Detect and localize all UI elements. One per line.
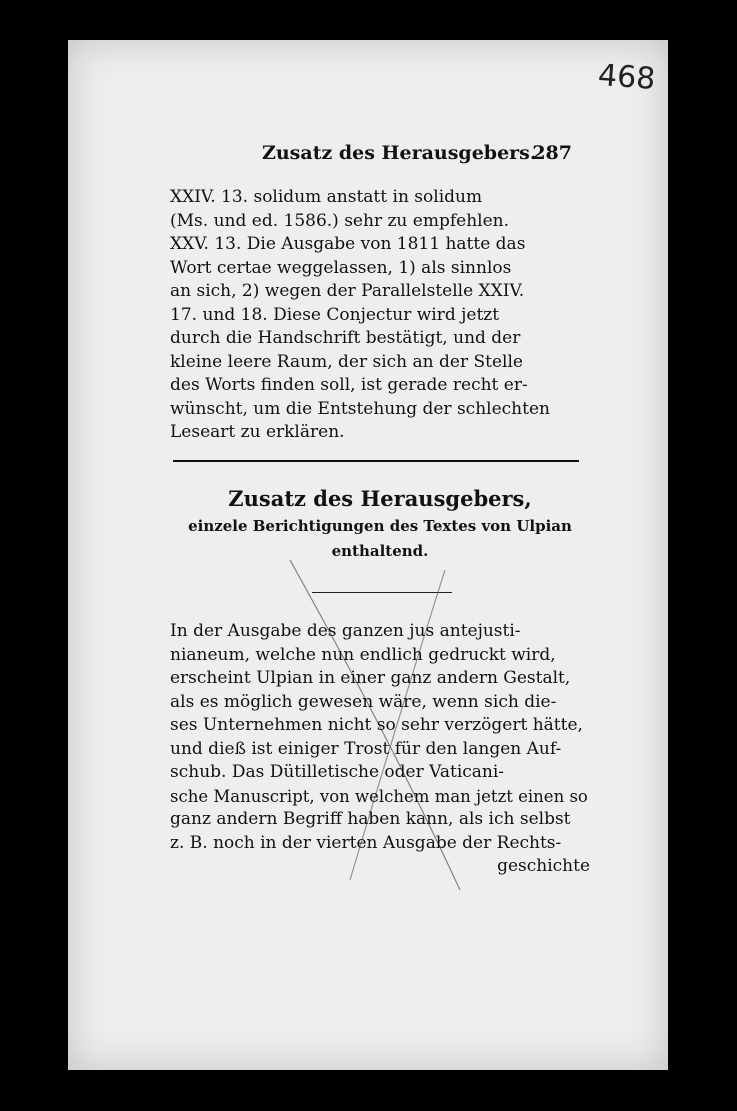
text-line: Wort certae weggelassen, 1) als sinnlos [170, 257, 512, 278]
text-line: erscheint Ulpian in einer ganz andern Gestalt, [170, 668, 571, 688]
running-header [262, 142, 572, 164]
catchword: geschichte [497, 856, 590, 876]
upper-text-block [170, 186, 590, 445]
text-line: nianeum, welche nun endlich gedruckt wird, [170, 644, 556, 665]
text-line: ses Unternehmen nicht so sehr verzögert hätte, [170, 715, 583, 735]
text-line: kleine leere Raum, der sich an der Stelle [170, 351, 523, 372]
text-line: an sich, 2) wegen der Parallelstelle XXIV. [170, 281, 525, 301]
section-heading [170, 484, 590, 564]
handwritten-folio-number: 468 [596, 58, 657, 97]
text-line: XXV. 13. Die Ausgabe von 1811 hatte das [170, 234, 526, 254]
text-line: 17. und 18. Diese Conjectur wird jetzt [170, 304, 500, 325]
text-line: z. B. noch in der vierten Ausgabe der Rechts- [170, 832, 562, 853]
text-line: In der Ausgabe des ganzen jus antejusti- [170, 621, 521, 641]
text-line: des Worts finden soll, ist gerade recht er- [170, 375, 528, 395]
text-line: durch die Handschrift bestätigt, und der [170, 328, 521, 348]
text-line: wünscht, um die Entstehung der schlechten [170, 398, 550, 419]
text-line: XXIV. 13. solidum anstatt in solidum [170, 187, 483, 207]
page-number: 287 [532, 142, 572, 164]
lower-text-block [170, 620, 590, 879]
running-title: Zusatz des Herausgebers. [262, 142, 537, 164]
section-divider [173, 460, 579, 462]
text-line: Leseart zu erklären. [170, 422, 345, 442]
text-line: und dieß ist einiger Trost für den langen Auf- [170, 738, 562, 759]
section-subtitle-line-2: enthaltend. [331, 542, 429, 560]
text-line: schub. Das Dütilletische oder Vaticani- [170, 762, 505, 782]
section-title: Zusatz des Herausgebers, [228, 486, 532, 511]
text-line: sche Manuscript, von welchem man jetzt einen so [170, 786, 588, 806]
text-line: (Ms. und ed. 1586.) sehr zu empfehlen. [170, 210, 509, 231]
section-subtitle-line-1: einzele Berichtigungen des Textes von Ulpian [188, 517, 572, 535]
text-line: ganz andern Begriff haben kann, als ich selbst [170, 809, 571, 829]
heading-underline [312, 592, 452, 593]
text-line: als es möglich gewesen wäre, wenn sich die- [170, 691, 557, 712]
